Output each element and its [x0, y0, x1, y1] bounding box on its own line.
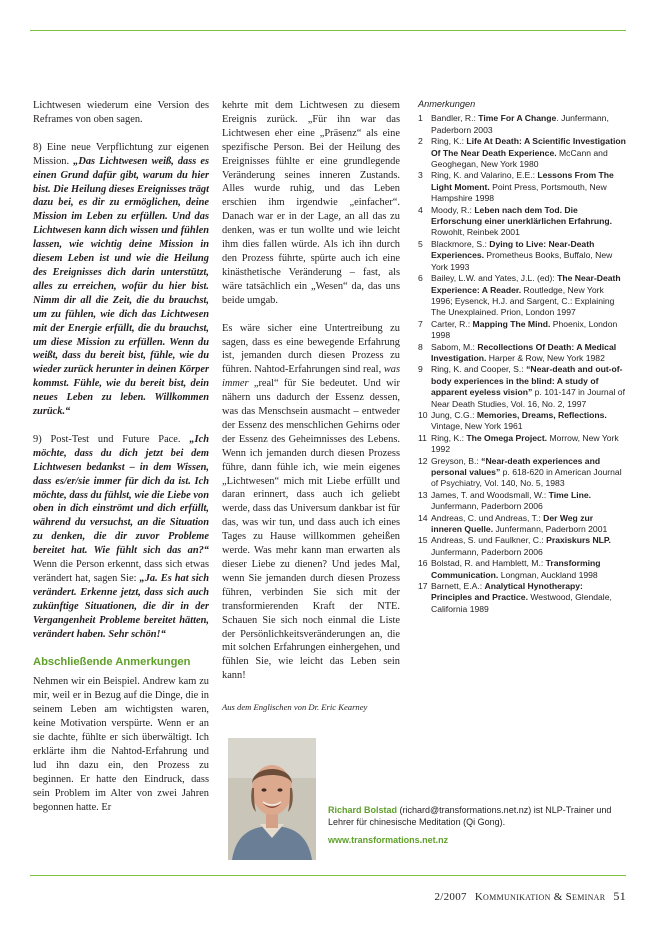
reference-item — [418, 490, 626, 513]
reference-author: Moody, R.: — [431, 204, 475, 215]
reference-title: The Near-Death Experience: A Reader. — [431, 273, 621, 295]
reference-author: Ring, K. and Cooper, S.: — [431, 364, 527, 375]
reference-title: Analytical Hynotherapy: Principles and Practice. — [431, 581, 583, 603]
reference-text — [431, 513, 626, 536]
paragraph — [222, 322, 400, 684]
author-name: Richard Bolstad — [328, 805, 398, 815]
column-2 — [222, 99, 400, 715]
step-label: 8) Eine neue Verpflichtung zur eigenen Mission. — [33, 141, 209, 167]
reference-text — [431, 113, 626, 136]
magazine-name: Kommunikation & Seminar — [474, 891, 606, 903]
quote: „Das Lichtwesen weiß, dass es einen Grund dafür gibt, warum du hier bist. Die Heilung dieses Ereignisses trägt dazu bei, es dir zu ermöglichen, deine Mission im Leben zu erfüllen. Und das Lichtwesen kann dich wissen und fühlen lassen, wie wichtig deine Mission in diesem Leben ist und wie die Heilung des Ereignisses dich darin unterstützt, alles zu erreichen, wofür du hier bist. Nimm dir all die Zeit, die du brauchst, um zu fühlen, wie dich das Lichtwesen mit der Energie erfüllt, die du brauchst, um diese Mission zu erfüllen. Wenn du weißt, dass du bereit bist, fühle, wie du wieder zurück herunter in deinen Körper kommst. Fühle, wie du bereit bist, dein neues Leben zu leben. Willkommen zurück.“ — [33, 155, 209, 418]
reference-item — [418, 513, 626, 536]
reference-text — [431, 364, 626, 410]
reference-publisher: . Junfermann, Paderborn 2003 — [431, 113, 609, 135]
bottom-rule — [30, 875, 626, 876]
reference-number: 10 — [418, 409, 428, 420]
reference-text — [431, 205, 626, 239]
reference-item — [418, 342, 626, 365]
reference-text — [431, 239, 626, 273]
author-photo — [228, 738, 316, 860]
reference-author: Bolstad, R. and Hamblett, M.: — [431, 558, 546, 569]
reference-publisher: Junfermann, Paderborn 2006 — [431, 546, 543, 557]
reference-title: Mapping The Mind. — [472, 318, 551, 329]
reference-number: 9 — [418, 364, 423, 375]
reference-publisher: p. 101-147 in Journal of Near Death Studies, Vol. 16, No. 2, 1997 — [431, 387, 625, 409]
reference-item — [418, 136, 626, 170]
reference-author: Carter, R.: — [431, 318, 473, 329]
emphasis: was immer — [222, 364, 400, 390]
reference-publisher: Westwood, Glendale, California 1989 — [431, 592, 612, 614]
reference-item — [418, 170, 626, 204]
reference-title: Leben nach dem Tod. Die Erforschung einer unerklärlichen Erfahrung. — [431, 204, 612, 227]
reference-text — [431, 535, 626, 558]
reference-number: 6 — [418, 273, 423, 284]
reference-number: 15 — [418, 535, 428, 546]
reference-author: Blackmore, S.: — [431, 238, 490, 249]
reference-title: “Near-death experiences and personal values” — [431, 455, 601, 477]
reference-item — [418, 273, 626, 319]
reference-item — [418, 319, 626, 342]
quote: „Ja. Es hat sich verändert. Erkenne jetzt, dass sich auch zukünftige Situationen, die dir in der Vergangenheit Probleme bereitet hätten, verändert haben. Sehr schön!“ — [33, 573, 210, 640]
reference-number: 11 — [418, 432, 427, 443]
reference-title: Time Line. — [548, 489, 591, 500]
reference-text — [431, 319, 626, 342]
reference-number: 13 — [418, 489, 428, 500]
reference-text — [431, 273, 626, 319]
reference-author: Bailey, L.W. and Yates, J.L. (ed): — [431, 273, 558, 284]
reference-title: Dying to Live: Near-Death Experiences. — [431, 238, 595, 261]
text: Wenn die Person erkennt, dass sich etwas verändert hat, sagen Sie: — [33, 559, 209, 584]
reference-title: Transforming Communication. — [431, 558, 601, 580]
column-1 — [33, 99, 209, 829]
bio-description: (richard@transformations.net.nz) ist NLP-Trainer und Lehrer für chinesische Meditation (Qi Gong). — [328, 805, 612, 827]
reference-publisher: Longman, Auckland 1998 — [498, 569, 598, 580]
reference-author: Ring, K.: — [431, 136, 467, 147]
reference-publisher: Rowohlt, Reinbek 2001 — [431, 227, 520, 238]
reference-publisher: Morrow, New York 1992 — [431, 432, 619, 455]
bio-text — [328, 804, 624, 846]
page-number: 51 — [613, 889, 626, 903]
reference-number: 8 — [418, 341, 423, 352]
reference-author: Andreas, C. und Andreas, T.: — [431, 512, 544, 523]
reference-publisher: Harper & Row, New York 1982 — [486, 352, 605, 363]
reference-author: Ring, K.: — [431, 432, 467, 443]
reference-number: 7 — [418, 318, 423, 329]
paragraph: Nehmen wir ein Beispiel. Andrew kam zu mir, weil er in Bezug auf die Dinge, die in seinem Leben am wichtigsten waren, keine Motivation verspürte. Wenn er an sie dachte, fühlte er sich überwältigt. Ich erklärte ihm die Nahtod-Erfahrung und lud ihn dazu ein, den Prozess zu beginnen. Er hatte den Eindruck, dass sein Problem im Alter von zwei Jahren begonnen hatte. Er — [33, 676, 209, 813]
paragraph: kehrte mit dem Lichtwesen zu diesem Ereignis zurück. „Für ihn war das Lichtwesen eher eine „Präsenz“ als eine spezifische Person. Bei der Heilung des Ereignisses fühlte er eine grundlegende Veränderung seines inneren Zustands. Alles wurde ruhig, und das Leben erschien ihm irgendwie „einfacher“. Danach war er in der Lage, an all das zu denken, was er tun wollte und wie leicht ihm dies fallen würde. Als ich ihn durch den Prozess führte, spürte auch ich eine kinästhetische Veränderung – fast, als wäre tatsächlich ein „Wesen“ da, das uns beide umgab. — [222, 100, 400, 306]
reference-publisher: Junfermann, Paderborn 2001 — [493, 524, 608, 535]
quote: „Ich möchte, dass du dich jetzt bei dem Lichtwesen bedankst – in dem Wissen, dass es/er/sie immer für dich da ist. Ich möchte, dass du fühlst, wie die Liebe von oben in dich einströmt und dich erfüllt, während du versuchst, an die Situation zu denken, die dir zuvor Probleme bereitet hat. Wie fühlt sich das an?“ — [33, 433, 209, 557]
reference-title: The Omega Project. — [466, 432, 548, 443]
reference-title: Praxiskurs NLP. — [546, 535, 611, 546]
reference-title: Lessons From The Light Moment. — [431, 170, 614, 192]
reference-item — [418, 205, 626, 239]
page-footer — [434, 889, 626, 904]
reference-number: 4 — [418, 204, 423, 215]
reference-author: Ring, K. and Valarino, E.E.: — [431, 170, 538, 181]
reference-item — [418, 113, 626, 136]
reference-text — [431, 170, 626, 204]
translator-credit: Aus dem Englischen von Dr. Eric Kearney — [222, 702, 368, 713]
reference-item — [418, 558, 626, 581]
reference-publisher: Prometheus Books, Buffalo, New York 1993 — [431, 250, 613, 272]
reference-number: 3 — [418, 170, 423, 181]
notes-title: Anmerkungen — [418, 99, 476, 109]
reference-text — [431, 490, 626, 513]
reference-publisher: McCann and Geoghegan, New York 1980 — [431, 147, 608, 170]
reference-author: Andreas, S. und Faulkner, C.: — [431, 535, 547, 546]
reference-author: Greyson, B.: — [431, 455, 482, 466]
reference-author: Sabom, M.: — [431, 341, 478, 352]
reference-author: Jung, C.G.: — [431, 409, 477, 420]
paragraph: Lichtwesen wiederum eine Version des Reframes von oben sagen. — [33, 100, 209, 125]
reference-text — [431, 433, 626, 456]
reference-item — [418, 581, 626, 615]
reference-number: 16 — [418, 558, 428, 569]
reference-publisher: Phoenix, London 1998 — [431, 318, 618, 341]
reference-item — [418, 535, 626, 558]
reference-title: Recollections Of Death: A Medical Investigation. — [431, 341, 617, 363]
reference-publisher: Routledge, New York 1996; Eysenck, H.J. and Sargent, C.: Explaining The Unexplained. Prion, London 1997 — [431, 284, 615, 318]
notes-list — [418, 113, 626, 615]
reference-item — [418, 433, 626, 456]
reference-item — [418, 410, 626, 433]
reference-author: Barnett, E.A.: — [431, 581, 485, 592]
reference-number: 14 — [418, 512, 428, 523]
issue-number: 2/2007 — [434, 891, 467, 903]
reference-publisher: Vintage, New York 1961 — [431, 421, 523, 432]
reference-number: 12 — [418, 455, 428, 466]
reference-text — [431, 456, 626, 490]
reference-number: 17 — [418, 581, 428, 592]
reference-title: Memories, Dreams, Reflections. — [476, 409, 607, 420]
text: „real“ für Sie bedeutet. Und wir nähern uns dadurch der Essenz dessen, was das Menschsein ausmacht – entweder der Essenz des menschlichen Gehirns oder der Essenz des Geheimnisses des Lebens. Wenn ich jemanden durch diesen Prozess führe, dann fühle ich, wie mein eigenes „Lichtwesen“ mich mit Liebe erfüllt und daran erinnert, dass auch ich geliebt werde, dass das Universum dankbar ist für das, was wir tun, und dass auch ich eines Tages zu Hause willkommen geheißen werde. Was mehr kann man erwarten als dieser Liebe zu dienen? Und jedes Mal, wenn Sie jemanden durch diesen Prozess führen, verbinden Sie sich mit der transformierenden Kraft der NTE. Schauen Sie sich noch einmal die Liste der Persönlichkeitsveränderungen an, die mit solchen Erfahrungen einhergehen, und fühlen Sie, wie leicht das Leben sein kann! — [222, 378, 400, 682]
reference-title: Der Weg zur inneren Quelle. — [431, 512, 594, 535]
reference-item — [418, 456, 626, 490]
reference-item — [418, 364, 626, 410]
website-link[interactable]: www.transformations.net.nz — [328, 835, 449, 845]
reference-title: Time For A Change — [478, 113, 557, 124]
reference-text — [431, 136, 626, 170]
step-label: 9) Post-Test und Future Pace. — [33, 433, 190, 445]
reference-author: James, T. and Woodsmall, W.: — [431, 489, 549, 500]
section-heading: Abschließende Anmerkungen — [33, 655, 191, 668]
paragraph — [33, 433, 209, 642]
text: Es wäre sicher eine Untertreibung zu sagen, dass es eine bewegende Erfahrung ist, jemanden durch diesen Prozess zu führen. Nahtod-Erfahrungen sind real, — [222, 322, 400, 376]
reference-title: Life At Death: A Scientific Investigation Of The Near Death Experience. — [431, 136, 626, 158]
reference-text — [431, 558, 626, 581]
notes-column — [418, 99, 626, 615]
reference-publisher: Junfermann, Paderborn 2006 — [431, 501, 543, 512]
author-bio — [228, 738, 626, 860]
reference-number: 1 — [418, 113, 423, 124]
reference-author: Bandler, R.: — [431, 113, 479, 124]
reference-number: 2 — [418, 136, 423, 147]
reference-text — [431, 410, 626, 433]
reference-publisher: Point Press, Portsmouth, New Hampshire 1998 — [431, 181, 607, 204]
reference-item — [418, 239, 626, 273]
paragraph — [33, 141, 209, 419]
top-rule — [30, 30, 626, 31]
reference-text — [431, 581, 626, 615]
reference-publisher: p. 618-620 in American Journal of Psychiatry, Vol. 140, No. 5, 1983 — [431, 467, 622, 489]
reference-number: 5 — [418, 238, 423, 249]
reference-text — [431, 342, 626, 365]
reference-title: “Near-death and out-of-body experiences in the blind: A study of apparent eyeless vision” — [431, 364, 623, 398]
